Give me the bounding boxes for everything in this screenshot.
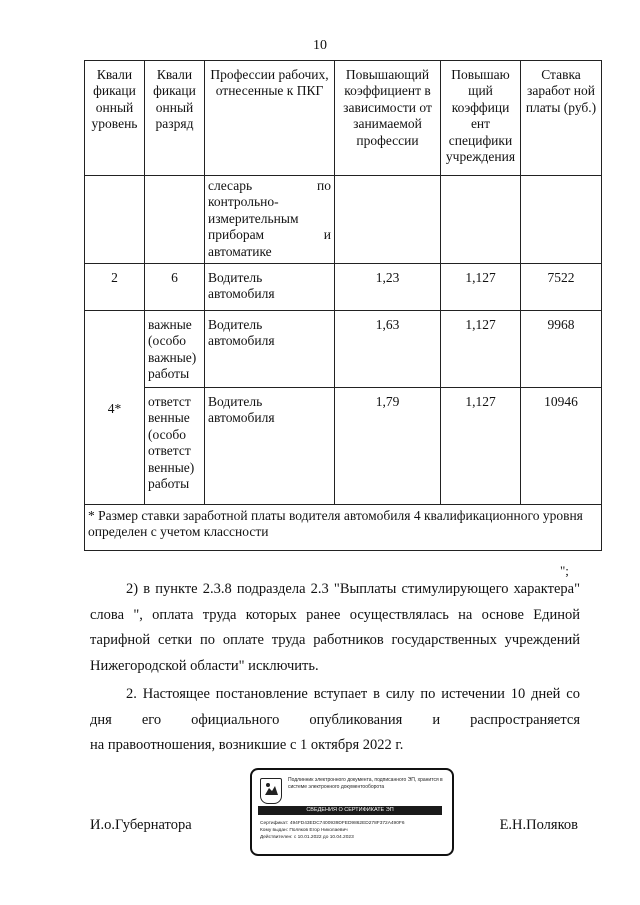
table-cell-grade: важные (особо важные) работы — [145, 311, 205, 388]
table-header-row — [85, 61, 602, 176]
table-cell-grade: ответст венные (особо ответст венные) работы — [145, 388, 205, 505]
paragraph-effective-date-last: на правоотношения, возникшие с 1 октября 2022 г. — [90, 737, 404, 753]
signatory-position: И.о.Губернатора — [90, 817, 192, 833]
stamp-header: Подлинник электронного документа, подписанного ЭП, хранится в системе электронного документооборота — [288, 777, 443, 790]
wage-table — [84, 60, 602, 551]
table-cell-grade: 6 — [145, 264, 205, 311]
table-cell — [85, 176, 145, 264]
table-footnote: * Размер ставки заработной платы водителя автомобиля 4 квалификационного уровня определен с учетом классности — [85, 505, 602, 551]
coat-of-arms-icon — [260, 778, 282, 804]
table-cell — [145, 176, 205, 264]
table-cell-profession: Водитель автомобиля — [205, 311, 335, 388]
col-header-grade: Квали фикаци онный разряд — [145, 61, 205, 176]
stamp-issued-to: Кому выдан: Поляков Егор Николаевич — [260, 828, 348, 833]
table-cell — [335, 176, 441, 264]
table-cell-coef-institution: 1,127 — [441, 388, 521, 505]
stamp-details — [260, 820, 405, 841]
col-header-coef-institution: Повышаю щий коэффици ент специфики учреждения — [441, 61, 521, 176]
table-cell-rate: 7522 — [521, 264, 602, 311]
table-cell-coef-profession: 1,23 — [335, 264, 441, 311]
table-cell-coef-institution: 1,127 — [441, 311, 521, 388]
closing-quote: "; — [560, 563, 569, 578]
stamp-validity: Действителен: с 10.01.2022 до 10.04.2023 — [260, 835, 354, 840]
col-header-rate: Ставка заработ ной платы (руб.) — [521, 61, 602, 176]
signatory-name: Е.Н.Поляков — [499, 817, 578, 833]
table-cell — [441, 176, 521, 264]
table-cell-profession: слесарь по контрольно-измерительным приборам и автоматике — [205, 176, 335, 264]
table-footnote-row — [85, 505, 602, 551]
col-header-profession: Профессии рабочих, отнесенные к ПКГ — [205, 61, 335, 176]
col-header-coef-profession: Повышающий коэффициент в зависимости от занимаемой профессии — [335, 61, 441, 176]
table-cell-coef-profession: 1,79 — [335, 388, 441, 505]
table-cell — [521, 176, 602, 264]
table-cell-profession: Водитель автомобиля — [205, 388, 335, 505]
table-row — [85, 176, 602, 264]
paragraph-amendment: 2) в пункте 2.3.8 подраздела 2.3 "Выплаты стимулирующего характера" слова ", оплата труда которых ранее осуществлялась на основе Единой тарифной сетки по оплате труда работников государственных учреждений Нижегородской области" исключить. — [90, 581, 580, 674]
paragraph-effective-date-main: 2. Настоящее постановление вступает в силу по истечении 10 дней со дня его официального опубликования и распространяется — [90, 686, 580, 728]
stamp-certificate: Сертификат: 494FD43EDC7400939DFED9862ED278F372A490F6 — [260, 821, 405, 826]
e-signature-stamp — [250, 768, 454, 856]
paragraph-effective-date — [90, 682, 580, 759]
table-cell-level: 4* — [85, 311, 145, 505]
table-cell-rate: 10946 — [521, 388, 602, 505]
table-row — [85, 311, 602, 388]
stamp-title: СВЕДЕНИЯ О СЕРТИФИКАТЕ ЭП — [258, 806, 442, 815]
col-header-level: Квали фикаци онный уровень — [85, 61, 145, 176]
table-row — [85, 388, 602, 505]
table-row — [85, 264, 602, 311]
page-number: 10 — [313, 38, 327, 53]
table-cell-profession: Водитель автомобиля — [205, 264, 335, 311]
table-cell-level: 2 — [85, 264, 145, 311]
table-cell-coef-profession: 1,63 — [335, 311, 441, 388]
table-cell-rate: 9968 — [521, 311, 602, 388]
table-cell-coef-institution: 1,127 — [441, 264, 521, 311]
